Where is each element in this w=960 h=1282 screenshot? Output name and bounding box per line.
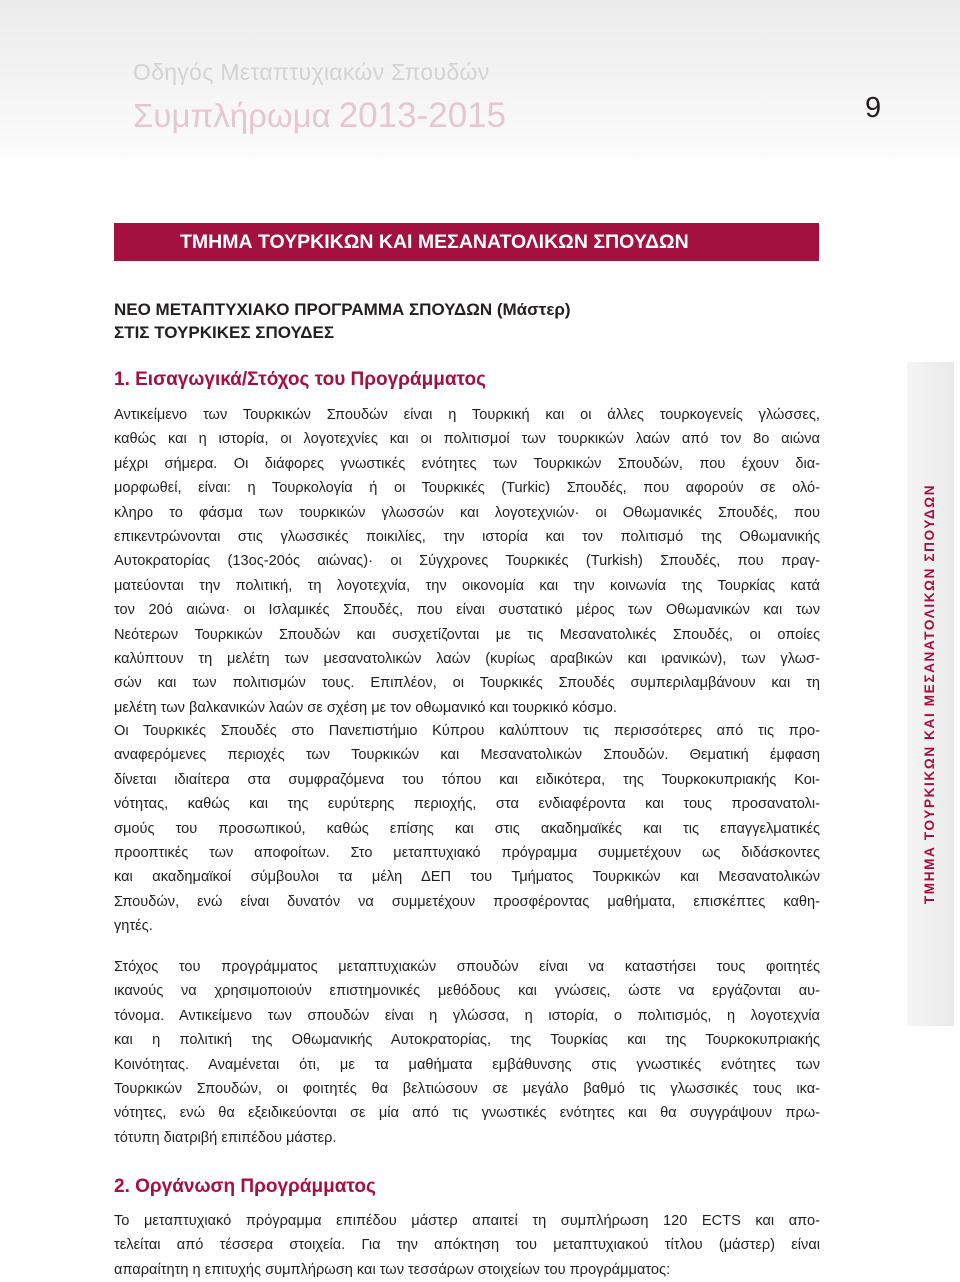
text-line: Νεότερων Τουρκικών Σπουδών και συσχετίζονται με τις Μεσανατολικές Σπουδές, οι οποίες (114, 626, 820, 643)
text-line: Αυτοκρατορίας (13ος-20ός αιώνας)· οι Σύγχρονες Τουρκικές (Turkish) Σπουδές, που πραγ- (114, 553, 820, 570)
side-tab-label: ΤΜΗΜΑ ΤΟΥΡΚΙΚΩΝ ΚΑΙ ΜΕΣΑΝΑΤΟΛΙΚΩΝ ΣΠΟΥΔΩΝ (922, 483, 937, 905)
department-banner (114, 223, 819, 261)
section-1-heading: 1. Εισαγωγικά/Στόχος του Προγράμματος (114, 369, 486, 390)
text-line: Τουρκικών Σπουδών, οι φοιτητές θα βελτιώσουν σε μεγάλο βαθμό τις γλωσσικές τους ικα- (114, 1080, 820, 1097)
text-line: τόνομα. Αντικείμενο των σπουδών είναι η γλώσσα, η ιστορία, ο πολιτισμός, η λογοτεχνία (114, 1007, 820, 1024)
text-line: μορφωθεί, είναι: η Τουρκολογία ή οι Τουρκικές (Turkic) Σπουδές, που αφορούν σε ολό- (114, 480, 820, 497)
department-banner-text: ΤΜΗΜΑ ΤΟΥΡΚΙΚΩΝ ΚΑΙ ΜΕΣΑΝΑΤΟΛΙΚΩΝ ΣΠΟΥΔΩΝ (180, 231, 689, 253)
text-line: Στόχος του προγράμματος μεταπτυχιακών σπουδών είναι να καταστήσει τους φοιτητές (114, 959, 820, 975)
page-header (0, 0, 960, 175)
section-2-paragraph (114, 1209, 820, 1282)
guide-title: Οδηγός Μεταπτυχιακών Σπουδών (133, 59, 490, 85)
text-line: ματεύονται την πολιτική, τη λογοτεχνία, την οικονομία και την κοινωνία της Τουρκίας κατά (114, 577, 820, 594)
text-line: σών και των πολιτισμών τους. Επιπλέον, οι Τουρκικές Σπουδές συμπεριλαμβάνουν και τη (114, 675, 820, 692)
text-line: Κοινότητας. Αναμένεται ότι, με τα μαθήματα εμβάθυνσης στις γνωστικές ενότητες των (114, 1056, 820, 1073)
supplement-years: 2013-2015 (338, 96, 507, 135)
text-line: μελέτη των βαλκανικών λαών σε σχέση με τον οθωμανικό και τουρκικό κόσμο. (114, 699, 617, 716)
text-line: επικεντρώνονται στις γλωσσικές ποικιλίες, την ιστορία και τον πολιτισμό της Οθωμανικής (114, 528, 820, 545)
text-line: Οι Τουρκικές Σπουδές στο Πανεπιστήμιο Κύπρου καλύπτουν τις περισσότερες από τις προ- (114, 723, 820, 739)
text-line: και ακαδημαϊκοί σύμβουλοι τα μέλη ΔΕΠ του Τμήματος Τουρκικών και Μεσανατολικών (114, 869, 820, 886)
text-line: γητές. (114, 918, 153, 935)
text-line: αναφερόμενες περιοχές των Τουρκικών και Μεσανατολικών Σπουδών. Θεματική έμφαση (114, 747, 820, 764)
text-line: καλύπτουν τη μελέτη των μεσανατολικών λαών (κυρίως αραβικών και ιρανικών), των γλωσ- (114, 650, 820, 667)
text-line: προοπτικές των αποφοίτων. Στο μεταπτυχιακό πρόγραμμα συμμετέχουν ως διδάσκοντες (114, 844, 820, 861)
text-line: κληρο το φάσμα των τουρκικών γλωσσών και λογοτεχνιών· οι Οθωμανικές Σπουδές, που (114, 504, 820, 521)
text-line: απαραίτητη η επιτυχής συμπλήρωση και των τεσσάρων στοιχείων του προγράμματος: (114, 1261, 671, 1278)
text-line: Αντικείμενο των Τουρκικών Σπουδών είναι η Τουρκική και οι άλλες τουρκογενείς γλώσσες, (114, 407, 820, 423)
text-line: τότυπη διατριβή επιπέδου μάστερ. (114, 1129, 337, 1146)
text-line: τελείται από τέσσερα στοιχεία. Για την απόκτηση του μεταπτυχιακού τίτλου (μάστερ) είναι (114, 1237, 820, 1254)
section-1-paragraph-3 (114, 955, 820, 1150)
text-line: καθώς και η ιστορία, οι λογοτεχνίες και οι πολιτισμοί των τουρκικών λαών από τον 8ο αιώνα (114, 431, 820, 448)
supplement-title (133, 96, 506, 136)
program-title (114, 298, 571, 344)
text-line: σμούς του προσωπικού, καθώς επίσης και στις ακαδημαϊκές και τις επαγγελματικές (114, 820, 820, 837)
text-line: δίνεται ιδιαίτερα στα συμφραζόμενα του τόπου και ειδικότερα, της Τουρκοκυπριακής Κοι- (114, 771, 820, 788)
section-1-paragraph-2 (114, 719, 820, 939)
text-line: και η πολιτική της Οθωμανικής Αυτοκρατορίας, της Τουρκίας και της Τουρκοκυπριακής (114, 1032, 820, 1049)
program-title-line: ΣΤΙΣ ΤΟΥΡΚΙΚΕΣ ΣΠΟΥΔΕΣ (114, 323, 335, 342)
page-number: 9 (865, 92, 882, 124)
text-line: νότητες, ενώ θα εξειδικεύονται σε μία από τις γνωστικές ενότητες και θα συγγράψουν πρω- (114, 1105, 820, 1122)
text-line: μέχρι σήμερα. Οι διάφορες γνωστικές ενότητες των Τουρκικών Σπουδών, που έχουν δια- (114, 455, 820, 472)
section-1-paragraph-1 (114, 403, 820, 720)
section-2-heading: 2. Οργάνωση Προγράμματος (114, 1176, 376, 1197)
program-title-line: ΝΕΟ ΜΕΤΑΠΤΥΧΙΑΚΟ ΠΡΟΓΡΑΜΜΑ ΣΠΟΥΔΩΝ (Μάστερ) (114, 300, 571, 319)
text-line: ικανούς να χρησιμοποιούν επιστημονικές μεθόδους και γνώσεις, ώστε να εργάζονται αυ- (114, 983, 820, 1000)
text-line: τον 20ό αιώνα· οι Ισλαμικές Σπουδές, που είναι συστατικό μέρος των Οθωμανικών και των (114, 602, 820, 619)
supplement-label: Συμπλήρωμα (133, 97, 331, 134)
text-line: Το μεταπτυχιακό πρόγραμμα επιπέδου μάστερ απαιτεί τη συμπλήρωση 120 ECTS και απο- (114, 1213, 820, 1229)
text-line: νότητας, καθώς και της ευρύτερης περιοχής, στα ενδιαφέροντα και τους προσανατολι- (114, 796, 820, 813)
text-line: Σπουδών, ενώ είναι δυνατόν να συμμετέχουν προσφέροντας μαθήματα, επισκέπτες καθη- (114, 893, 820, 910)
